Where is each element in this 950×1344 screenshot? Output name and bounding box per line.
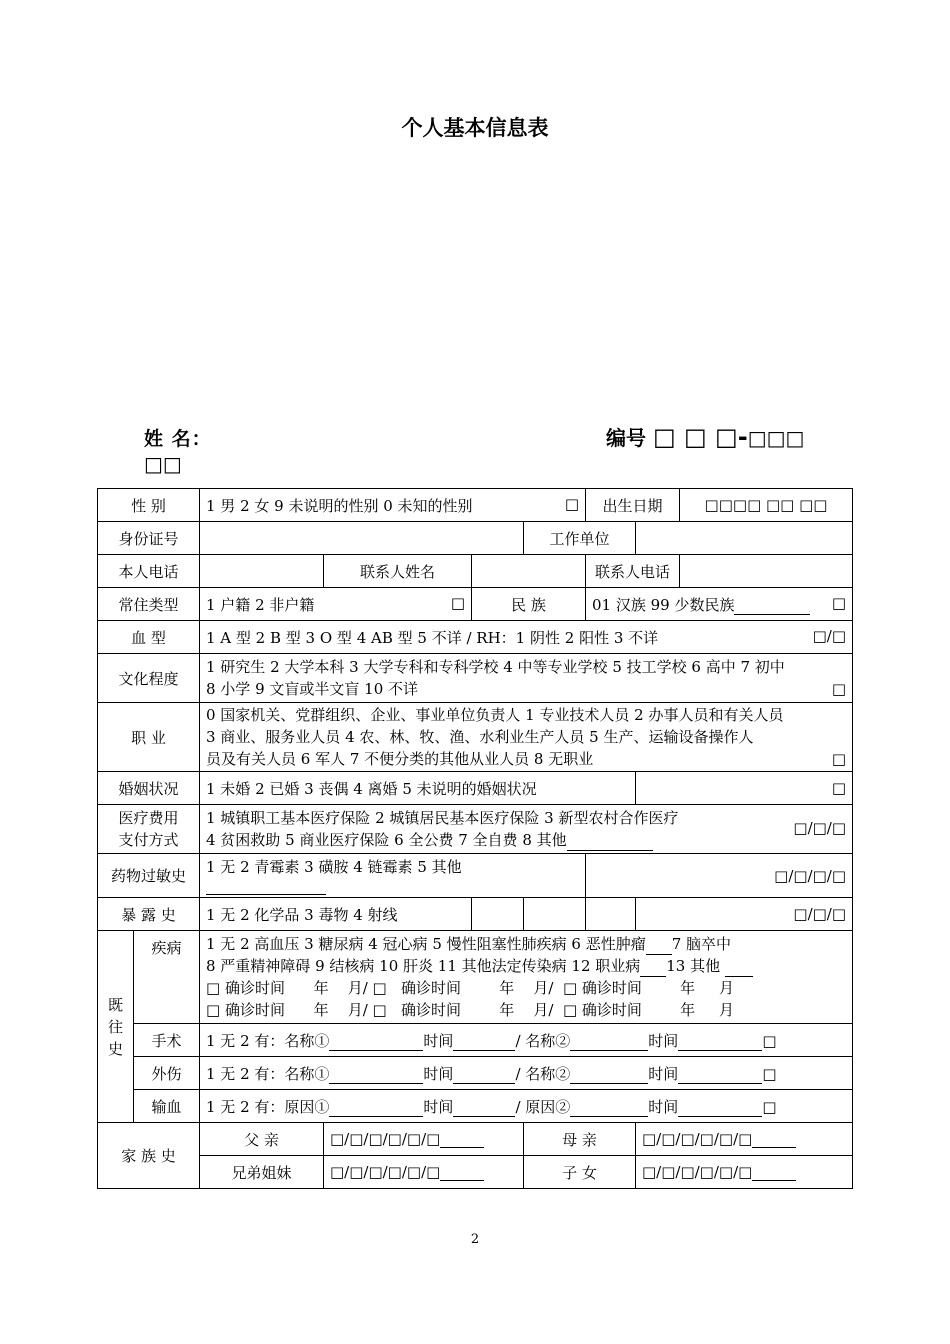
payment-row [98, 805, 853, 854]
record-number-dash: - [737, 423, 748, 451]
ethnic-blank[interactable] [734, 599, 810, 615]
diag-text-5: 确诊时间 [401, 1001, 462, 1019]
diag-box-1[interactable]: □ [206, 979, 221, 997]
transfusion-slash: / [515, 1097, 521, 1116]
children-label: 子 女 [524, 1156, 636, 1189]
children-blank[interactable] [752, 1165, 796, 1181]
residence-field[interactable] [200, 588, 472, 621]
allergy-box-cell[interactable] [586, 854, 853, 898]
surgery-time1-blank[interactable] [453, 1035, 515, 1051]
occupation-line1: 0 国家机关、党群组织、企业、事业单位负责人 1 专业技术人员 2 办事人员和有关人员 [206, 706, 784, 724]
transfusion-time1-blank[interactable] [453, 1101, 515, 1117]
transfusion-box[interactable]: □ [762, 1097, 777, 1116]
disease-line1b: 7 脑卒中 [671, 935, 732, 953]
mother-field[interactable] [636, 1123, 853, 1156]
trauma-name1-blank[interactable] [329, 1068, 423, 1084]
surgery-name1: 名称① [284, 1031, 330, 1050]
history-label: 既 往 史 [98, 931, 134, 1123]
diag-month-5: 月 [533, 1001, 549, 1019]
surgery-label: 手术 [134, 1024, 200, 1057]
diag-month-4: 月 [347, 1001, 363, 1019]
trauma-row [98, 1057, 853, 1090]
record-number [606, 422, 804, 451]
trauma-name1: 名称① [284, 1064, 330, 1083]
disease-line2b: 13 其他 [666, 957, 721, 975]
siblings-label: 兄弟姐妹 [200, 1156, 324, 1189]
marital-box[interactable]: □ [831, 779, 847, 797]
trauma-no-yes: 1 无 2 有： [206, 1064, 285, 1083]
family-row-1 [98, 1123, 853, 1156]
diag-year-5: 年 [499, 1001, 515, 1019]
residence-box[interactable]: □ [450, 593, 465, 612]
diag-text-6: 确诊时间 [581, 1001, 642, 1019]
transfusion-field[interactable] [200, 1090, 853, 1123]
phone-field[interactable] [200, 555, 324, 588]
residence-row [98, 588, 853, 621]
transfusion-label: 输血 [134, 1090, 200, 1123]
trauma-time2: 时间 [648, 1064, 679, 1083]
record-number-label: 编号 [606, 426, 646, 450]
disease-label: 疾病 [134, 931, 200, 1024]
blood-box[interactable]: □/□ [812, 626, 847, 645]
contact-phone-field[interactable] [680, 555, 853, 588]
marital-box-cell[interactable] [636, 772, 853, 805]
exposure-box[interactable]: □/□/□ [793, 905, 847, 923]
occupation-label: 职 业 [98, 703, 200, 772]
residence-label: 常住类型 [98, 588, 200, 621]
dob-boxes[interactable]: □□□□ □□ □□ [680, 489, 853, 522]
diag-text-3: 确诊时间 [581, 979, 642, 997]
diag-slash-1: / [362, 979, 368, 997]
name-label: 姓 名： [144, 428, 212, 450]
id-row [98, 522, 853, 555]
diag-box-5[interactable]: □ [372, 1001, 387, 1019]
allergy-box[interactable]: □/□/□/□ [774, 866, 847, 885]
trauma-time1-blank[interactable] [453, 1068, 515, 1084]
marital-options: 1 未婚 2 已婚 3 丧偶 4 离婚 5 未说明的婚姻状况 [206, 779, 537, 798]
education-box[interactable]: □ [831, 680, 847, 698]
work-unit-label: 工作单位 [524, 522, 636, 555]
diag-year-6: 年 [680, 1001, 696, 1019]
trauma-name2-blank[interactable] [570, 1068, 648, 1084]
occupation-box[interactable]: □ [831, 750, 847, 768]
exposure-row [98, 898, 853, 931]
diag-box-3[interactable]: □ [562, 979, 578, 997]
exposure-label: 暴 露 史 [98, 898, 200, 931]
education-line1: 1 研究生 2 大学本科 3 大学专科和专科学校 4 中等专业学校 5 技工学校 6 高中 7 初中 [206, 658, 785, 676]
allergy-other-blank[interactable] [206, 879, 326, 895]
transfusion-time1: 时间 [423, 1097, 454, 1116]
diag-month-1: 月 [347, 979, 363, 997]
payment-line1: 1 城镇职工基本医疗保险 2 城镇居民基本医疗保险 3 新型农村合作医疗 [206, 809, 679, 827]
exposure-box-cell[interactable] [636, 898, 853, 931]
ethnic-box[interactable]: □ [831, 593, 847, 612]
diag-text-1: 确诊时间 [224, 979, 285, 997]
payment-label-line2: 支付方式 [118, 831, 179, 849]
payment-label-line1: 医疗费用 [118, 809, 179, 827]
diag-year-4: 年 [313, 1001, 329, 1019]
transfusion-time2: 时间 [648, 1097, 679, 1116]
education-line2: 8 小学 9 文盲或半文盲 10 不详 [206, 680, 419, 698]
occupation-line3: 员及有关人员 6 军人 7 不便分类的其他从业人员 8 无职业 [206, 750, 594, 768]
occupation-field[interactable] [200, 703, 853, 772]
allergy-row [98, 854, 853, 898]
transfusion-reason1-blank[interactable] [329, 1101, 423, 1117]
trauma-time1: 时间 [423, 1064, 454, 1083]
family-label: 家 族 史 [98, 1123, 200, 1189]
contact-name-field[interactable] [472, 555, 586, 588]
payment-box[interactable]: □/□/□ [793, 819, 847, 837]
mother-boxes[interactable]: □/□/□/□/□/□ [642, 1130, 753, 1148]
payment-label [98, 805, 200, 854]
surgery-time2: 时间 [648, 1031, 679, 1050]
exposure-options: 1 无 2 化学品 3 毒物 4 射线 [206, 905, 398, 924]
education-row [98, 654, 853, 703]
surgery-time2-blank[interactable] [678, 1035, 762, 1051]
surgery-no-yes: 1 无 2 有： [206, 1031, 285, 1050]
transfusion-row [98, 1090, 853, 1123]
surgery-slash: / [515, 1031, 521, 1050]
family-row-2 [98, 1156, 853, 1189]
payment-field[interactable] [200, 805, 853, 854]
record-number-boxes[interactable]: □ □ □ [652, 423, 738, 451]
contact-name-label: 联系人姓名 [324, 555, 472, 588]
trauma-time2-blank[interactable] [678, 1068, 762, 1084]
phone-label: 本人电话 [98, 555, 200, 588]
trauma-slash: / [515, 1064, 521, 1083]
allergy-options: 1 无 2 青霉素 3 磺胺 4 链霉素 5 其他 [206, 858, 462, 876]
trauma-field[interactable] [200, 1057, 853, 1090]
diag-year-1: 年 [313, 979, 329, 997]
diag-box-2[interactable]: □ [372, 979, 387, 997]
dob-label: 出生日期 [586, 489, 680, 522]
history-disease-row [98, 931, 853, 1024]
exposure-cell-2[interactable] [524, 898, 586, 931]
education-field[interactable] [200, 654, 853, 703]
allergy-field[interactable] [200, 854, 586, 898]
gender-options: 1 男 2 女 9 未说明的性别 0 未知的性别 [206, 496, 473, 515]
diag-month-3: 月 [718, 979, 734, 997]
exposure-cell-3[interactable] [586, 898, 636, 931]
father-blank[interactable] [440, 1132, 484, 1148]
surgery-field[interactable] [200, 1024, 853, 1057]
diag-year-2: 年 [499, 979, 515, 997]
transfusion-reason2-blank[interactable] [570, 1101, 648, 1117]
diag-box-4[interactable]: □ [206, 1001, 221, 1019]
contact-phone-label: 联系人电话 [586, 555, 680, 588]
id-field[interactable] [200, 522, 524, 555]
transfusion-reason1: 原因① [284, 1097, 330, 1116]
diag-slash-2: / [548, 979, 554, 997]
marital-label: 婚姻状况 [98, 772, 200, 805]
residence-options: 1 户籍 2 非户籍 [206, 595, 315, 614]
surgery-row [98, 1024, 853, 1057]
disease-occupational-blank[interactable] [640, 961, 666, 977]
gender-label: 性 别 [98, 489, 200, 522]
diag-year-3: 年 [680, 979, 696, 997]
surgery-time1: 时间 [423, 1031, 454, 1050]
education-label: 文化程度 [98, 654, 200, 703]
blood-options: 1 A 型 2 B 型 3 O 型 4 AB 型 5 不详 / RH：1 阴性 2 阳性 3 不详 [206, 628, 659, 647]
diag-month-6: 月 [718, 1001, 734, 1019]
ethnic-options: 01 汉族 99 少数民族 [592, 595, 735, 614]
gender-row [98, 489, 853, 522]
gender-box[interactable]: □ [564, 494, 579, 513]
occupation-line2: 3 商业、服务业人员 4 农、林、牧、渔、水利业生产人员 5 生产、运输设备操作人 [206, 728, 754, 746]
diag-text-4: 确诊时间 [224, 1001, 285, 1019]
gender-field[interactable] [200, 489, 586, 522]
children-boxes[interactable]: □/□/□/□/□/□ [642, 1163, 753, 1181]
blood-field[interactable] [200, 621, 853, 654]
blood-row [98, 621, 853, 654]
diag-text-2: 确诊时间 [401, 979, 462, 997]
siblings-boxes[interactable]: □/□/□/□/□/□ [330, 1163, 441, 1181]
trauma-label: 外伤 [134, 1057, 200, 1090]
siblings-field[interactable] [324, 1156, 524, 1189]
surgery-name2-blank[interactable] [570, 1035, 648, 1051]
trauma-name2: 名称② [525, 1064, 571, 1083]
father-label: 父 亲 [200, 1123, 324, 1156]
marital-field[interactable] [200, 772, 636, 805]
record-number-boxes-small[interactable]: □□□ [747, 426, 805, 450]
marital-row [98, 772, 853, 805]
record-number-boxes-line2[interactable]: □□ [144, 452, 182, 476]
father-boxes[interactable]: □/□/□/□/□/□ [330, 1130, 441, 1148]
exposure-cell-1[interactable] [472, 898, 524, 931]
blood-label: 血 型 [98, 621, 200, 654]
phone-row [98, 555, 853, 588]
mother-label: 母 亲 [524, 1123, 636, 1156]
mother-blank[interactable] [752, 1132, 796, 1148]
diagnosis-line1 [206, 977, 846, 999]
page-title: 个人基本信息表 [401, 116, 549, 140]
page-number: 2 [470, 1232, 480, 1247]
diag-month-2: 月 [533, 979, 549, 997]
children-field[interactable] [636, 1156, 853, 1189]
allergy-label: 药物过敏史 [98, 854, 200, 898]
disease-line2: 8 严重精神障碍 9 结核病 10 肝炎 11 其他法定传染病 12 职业病 [206, 957, 641, 975]
disease-tumor-blank[interactable] [646, 939, 672, 955]
personal-info-table [97, 488, 853, 1189]
surgery-name2: 名称② [525, 1031, 571, 1050]
payment-line2: 4 贫困救助 5 商业医疗保险 6 全公费 7 全自费 8 其他 [206, 831, 567, 849]
payment-other-blank[interactable] [567, 835, 653, 851]
disease-line1: 1 无 2 高血压 3 糖尿病 4 冠心病 5 慢性阻塞性肺疾病 6 恶性肿瘤 [206, 935, 646, 953]
exposure-field[interactable] [200, 898, 472, 931]
work-unit-field[interactable] [636, 522, 853, 555]
trauma-box[interactable]: □ [762, 1064, 777, 1083]
transfusion-no-yes: 1 无 2 有： [206, 1097, 285, 1116]
transfusion-reason2: 原因② [525, 1097, 571, 1116]
surgery-name1-blank[interactable] [329, 1035, 423, 1051]
diagnosis-line2 [206, 999, 846, 1021]
diag-slash-5: / [548, 1001, 554, 1019]
surgery-box[interactable]: □ [762, 1031, 777, 1050]
diag-box-6[interactable]: □ [562, 1001, 578, 1019]
siblings-blank[interactable] [440, 1165, 484, 1181]
ethnic-field[interactable] [586, 588, 853, 621]
father-field[interactable] [324, 1123, 524, 1156]
occupation-row [98, 703, 853, 772]
transfusion-time2-blank[interactable] [678, 1101, 762, 1117]
diag-slash-4: / [362, 1001, 368, 1019]
id-label: 身份证号 [98, 522, 200, 555]
disease-other-blank[interactable] [725, 961, 753, 977]
ethnic-label: 民 族 [472, 588, 586, 621]
disease-field[interactable] [200, 931, 853, 1024]
